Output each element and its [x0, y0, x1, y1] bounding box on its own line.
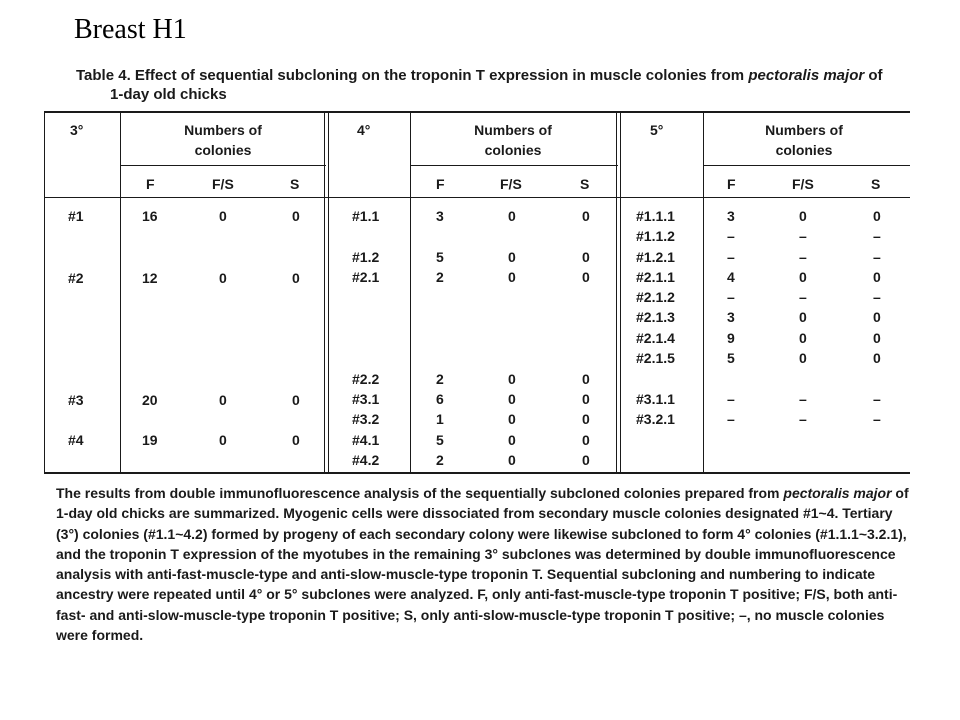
quinary-fs: 0: [799, 350, 807, 366]
tertiary-s: 0: [292, 208, 300, 224]
quaternary-id: #4.1: [352, 432, 380, 448]
quinary-id: #2.1.5: [636, 350, 675, 366]
group-double-rule: [328, 112, 329, 473]
quinary-id: #2.1.3: [636, 309, 675, 325]
quinary-s: 0: [873, 330, 881, 346]
quinary-s: 0: [873, 309, 881, 325]
quinary-s: –: [873, 289, 881, 305]
quinary-fs: 0: [799, 208, 807, 224]
table-caption: [76, 66, 916, 104]
tertiary-fs: 0: [219, 392, 227, 408]
quaternary-s: 0: [582, 269, 590, 285]
quinary-fs: –: [799, 411, 807, 427]
tertiary-s: 0: [292, 392, 300, 408]
header-5th-level: 5°: [650, 122, 664, 138]
quaternary-s: 0: [582, 391, 590, 407]
quinary-id: #3.1.1: [636, 391, 675, 407]
quaternary-id: #2.2: [352, 371, 380, 387]
quinary-f: –: [727, 411, 735, 427]
tertiary-id: #2: [68, 270, 84, 286]
header-numbers-of-colonies: Numbers of colonies: [765, 122, 843, 158]
tertiary-f: 16: [142, 208, 158, 224]
tertiary-fs: 0: [219, 432, 227, 448]
quaternary-fs: 0: [508, 269, 516, 285]
quaternary-f: 3: [436, 208, 444, 224]
table-bottom-rule: [44, 472, 910, 474]
quaternary-s: 0: [582, 208, 590, 224]
quinary-f: –: [727, 249, 735, 265]
quinary-fs: –: [799, 228, 807, 244]
group-double-rule: [616, 112, 617, 473]
caption-italic: pectoralis major: [748, 67, 865, 84]
quinary-s: –: [873, 249, 881, 265]
quaternary-f: 1: [436, 411, 444, 427]
tertiary-id: #4: [68, 432, 84, 448]
quinary-f: 3: [727, 309, 735, 325]
slide-title: Breast H1: [74, 14, 187, 45]
quinary-fs: –: [799, 289, 807, 305]
quinary-f: –: [727, 391, 735, 407]
subheader-fs: F/S: [500, 176, 522, 192]
header-divider: [410, 165, 618, 166]
quaternary-fs: 0: [508, 249, 516, 265]
quaternary-id: #3.2: [352, 411, 380, 427]
table-footnote: [56, 483, 912, 645]
quaternary-f: 5: [436, 432, 444, 448]
quaternary-fs: 0: [508, 452, 516, 468]
caption-text: Table 4. Effect of sequential subcloning on the troponin T expression in muscle colonies from: [76, 67, 749, 84]
subheader-s: S: [290, 176, 300, 192]
quaternary-f: 2: [436, 269, 444, 285]
quaternary-fs: 0: [508, 391, 516, 407]
group-double-rule: [324, 112, 325, 473]
tertiary-id: #3: [68, 392, 84, 408]
column-rule: [703, 112, 704, 473]
quinary-f: –: [727, 289, 735, 305]
group-double-rule: [620, 112, 621, 473]
quinary-fs: 0: [799, 309, 807, 325]
quinary-fs: –: [799, 249, 807, 265]
quinary-s: 0: [873, 350, 881, 366]
header-divider: [703, 165, 910, 166]
quinary-id: #2.1.1: [636, 269, 675, 285]
caption-text-end: of: [864, 67, 883, 84]
tertiary-f: 12: [142, 270, 158, 286]
subheader-f: F: [146, 176, 155, 192]
quinary-id: #2.1.4: [636, 330, 675, 346]
quinary-id: #1.2.1: [636, 249, 675, 265]
quaternary-s: 0: [582, 432, 590, 448]
header-numbers-of-colonies: Numbers of colonies: [184, 122, 262, 158]
quinary-f: 5: [727, 350, 735, 366]
quaternary-fs: 0: [508, 432, 516, 448]
tertiary-s: 0: [292, 270, 300, 286]
footnote-text: The results from double immunofluorescence analysis of the sequentially subcloned colonies prepared from: [56, 485, 784, 501]
quinary-fs: 0: [799, 330, 807, 346]
quaternary-s: 0: [582, 371, 590, 387]
caption-line2: 1-day old chicks: [110, 86, 227, 103]
quinary-s: 0: [873, 208, 881, 224]
subheader-s: S: [580, 176, 590, 192]
quaternary-f: 2: [436, 452, 444, 468]
quaternary-fs: 0: [508, 208, 516, 224]
header-bottom-rule: [44, 197, 910, 198]
quaternary-f: 5: [436, 249, 444, 265]
quaternary-s: 0: [582, 452, 590, 468]
quinary-f: 4: [727, 269, 735, 285]
quaternary-id: #2.1: [352, 269, 380, 285]
quinary-id: #1.1.1: [636, 208, 675, 224]
quinary-f: 3: [727, 208, 735, 224]
quinary-s: –: [873, 228, 881, 244]
quinary-s: 0: [873, 269, 881, 285]
quaternary-id: #1.2: [352, 249, 380, 265]
tertiary-fs: 0: [219, 208, 227, 224]
quinary-s: –: [873, 411, 881, 427]
header-numbers-of-colonies: Numbers of colonies: [474, 122, 552, 158]
subheader-f: F: [727, 176, 736, 192]
tertiary-fs: 0: [219, 270, 227, 286]
tertiary-s: 0: [292, 432, 300, 448]
header-3rd-level: 3°: [70, 122, 84, 138]
quinary-s: –: [873, 391, 881, 407]
quinary-fs: 0: [799, 269, 807, 285]
subheader-fs: F/S: [792, 176, 814, 192]
quinary-f: –: [727, 228, 735, 244]
quinary-f: 9: [727, 330, 735, 346]
quinary-id: #3.2.1: [636, 411, 675, 427]
tertiary-f: 19: [142, 432, 158, 448]
quaternary-fs: 0: [508, 371, 516, 387]
quaternary-fs: 0: [508, 411, 516, 427]
subheader-f: F: [436, 176, 445, 192]
quaternary-f: 6: [436, 391, 444, 407]
header-divider: [120, 165, 326, 166]
quaternary-id: #1.1: [352, 208, 380, 224]
header-4th-level: 4°: [357, 122, 371, 138]
subheader-fs: F/S: [212, 176, 234, 192]
quaternary-s: 0: [582, 411, 590, 427]
quaternary-f: 2: [436, 371, 444, 387]
tertiary-f: 20: [142, 392, 158, 408]
quinary-id: #1.1.2: [636, 228, 675, 244]
column-rule: [44, 112, 45, 473]
column-rule: [120, 112, 121, 473]
quaternary-id: #3.1: [352, 391, 380, 407]
quinary-fs: –: [799, 391, 807, 407]
quinary-id: #2.1.2: [636, 289, 675, 305]
tertiary-id: #1: [68, 208, 84, 224]
column-rule: [410, 112, 411, 473]
footnote-italic: pectoralis major: [783, 485, 892, 501]
subheader-s: S: [871, 176, 881, 192]
quaternary-s: 0: [582, 249, 590, 265]
footnote-text-cont: of 1-day old chicks are summarized. Myogenic cells were dissociated from secondary muscle colonies designated #1~4. Tertiary (3°) colonies (#1.1~4.2) formed by progeny of each secondary colony were likewise subcloned to form 4° colonies (#1.1.1~3.2.1), and the troponin T expression of the myotubes in the remaining 3° subclones was determined by double immunofluorescence analysis with anti-fast-muscle-type and anti-slow-muscle-type troponin T. Sequential subcloning and numbering to indicate ancestry were repeated until 4° or 5° subclones were analyzed. F, only anti-fast-muscle-type troponin T positive; F/S, both anti-fast- and anti-slow-muscle-type troponin T positive; S, only anti-slow-muscle-type troponin T positive; –, no muscle colonies were formed.: [56, 485, 909, 644]
quaternary-id: #4.2: [352, 452, 380, 468]
table-top-rule: [44, 111, 910, 113]
